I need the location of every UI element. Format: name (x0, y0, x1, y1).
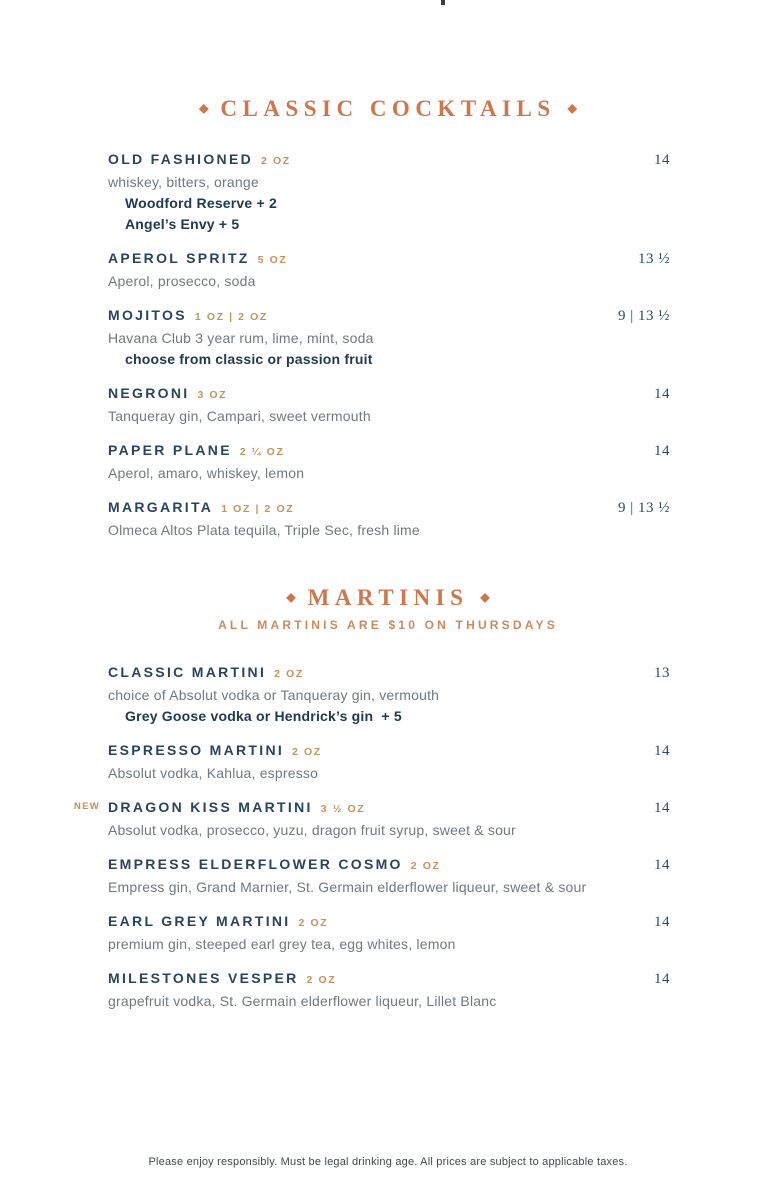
item-oz: 1 OZ | 2 OZ (221, 503, 295, 515)
item-oz: 2 OZ (274, 668, 304, 680)
item-name: ESPRESSO MARTINI (108, 742, 285, 758)
item-head (108, 740, 670, 763)
item-oz: 2 OZ (292, 746, 322, 758)
menu-item-milestones-vesper (108, 968, 670, 1012)
item-price: 14 (654, 800, 670, 816)
menu-item-mojitos (108, 305, 670, 370)
item-oz: 2 OZ (298, 917, 329, 929)
item-description: Empress gin, Grand Marnier, St. Germain elderflower liqueur, sweet & sour (108, 879, 587, 895)
item-choice-note: choose from classic or passion fruit (125, 351, 373, 367)
item-name: APEROL SPRITZ (108, 250, 250, 266)
item-price: 13 (654, 665, 670, 681)
item-title (108, 383, 227, 406)
section-title-classic-cocktails (0, 0, 776, 122)
item-description: choice of Absolut vodka or Tanqueray gin, vermouth (108, 687, 440, 703)
item-oz: 1 OZ | 2 OZ (194, 311, 268, 323)
item-title (108, 248, 287, 271)
item-head (108, 305, 670, 328)
menu-item-paper-plane (108, 440, 670, 484)
item-oz: 5 OZ (257, 254, 288, 266)
item-price: 9 | 13 ½ (617, 308, 670, 324)
item-name: EARL GREY MARTINI (108, 913, 291, 929)
item-oz: 2 OZ (306, 974, 337, 986)
item-description: whiskey, bitters, orange (108, 174, 259, 190)
item-price: 14 (654, 743, 670, 759)
item-title (108, 854, 440, 877)
item-name: MOJITOS (108, 307, 187, 323)
item-price: 14 (654, 971, 670, 987)
item-upgrade-option: Woodford Reserve + 2 (125, 195, 277, 211)
diamond-icon: ◆ (480, 590, 490, 604)
item-oz: 2 OZ (410, 860, 441, 872)
menu-item-margarita (108, 497, 670, 541)
item-name: OLD FASHIONED (108, 151, 254, 167)
item-name: EMPRESS ELDERFLOWER COSMO (108, 856, 403, 872)
item-title (108, 305, 268, 328)
item-description: premium gin, steeped earl grey tea, egg whites, lemon (108, 936, 456, 952)
diamond-icon: ◆ (199, 101, 209, 115)
martinis-list (74, 662, 670, 1012)
item-head (108, 968, 670, 991)
item-name: MARGARITA (108, 499, 214, 515)
item-upgrade-option: Grey Goose vodka or Hendrick’s gin + 5 (125, 708, 402, 724)
item-oz: 3 OZ (197, 389, 228, 401)
menu-item-espresso-martini (108, 740, 670, 784)
item-title (108, 149, 291, 172)
item-head (108, 383, 670, 406)
item-description: Absolut vodka, Kahlua, espresso (108, 765, 319, 781)
menu-item-dragon-kiss-martini (74, 797, 670, 841)
item-head (108, 797, 670, 820)
diamond-icon: ◆ (286, 590, 296, 604)
diamond-icon: ◆ (567, 101, 577, 115)
item-price: 14 (654, 443, 670, 459)
item-price: 9 | 13 ½ (617, 500, 670, 516)
item-price: 14 (654, 914, 670, 930)
item-oz: 2 ¼ OZ (239, 446, 285, 458)
section-title-martinis (0, 585, 776, 611)
item-title (108, 662, 304, 685)
item-name: PAPER PLANE (108, 442, 232, 458)
legal-disclaimer: Please enjoy responsibly. Must be legal drinking age. All prices are subject to applicable taxes. (148, 1156, 628, 1168)
item-title (108, 497, 294, 520)
menu-item-earl-grey-martini (108, 911, 670, 955)
item-name: NEGRONI (108, 385, 190, 401)
item-name: CLASSIC MARTINI (108, 664, 267, 680)
item-head (108, 854, 670, 877)
item-head (108, 662, 670, 685)
item-price: 14 (654, 857, 670, 873)
martinis-promo-subtitle: ALL MARTINIS ARE $10 ON THURSDAYS (218, 618, 558, 632)
item-name: DRAGON KISS MARTINI (108, 799, 313, 815)
item-head (108, 248, 670, 271)
item-title (108, 440, 284, 463)
item-price: 14 (654, 386, 670, 402)
item-description: Absolut vodka, prosecco, yuzu, dragon fruit syrup, sweet & sour (108, 822, 516, 838)
item-upgrade-option: Angel’s Envy + 5 (125, 216, 240, 232)
page-top-mark (441, 0, 445, 5)
item-price: 13 ½ (638, 251, 670, 267)
item-head (108, 149, 670, 172)
new-item-badge: NEW (74, 801, 101, 812)
item-title (108, 968, 336, 991)
item-name: MILESTONES VESPER (108, 970, 299, 986)
item-head (108, 497, 670, 520)
item-title (108, 797, 365, 820)
item-description: Aperol, prosecco, soda (108, 273, 256, 289)
item-description: Tanqueray gin, Campari, sweet vermouth (108, 408, 371, 424)
item-description: Olmeca Altos Plata tequila, Triple Sec, fresh lime (108, 522, 420, 538)
menu-item-negroni (108, 383, 670, 427)
item-oz: 3 ½ OZ (320, 803, 366, 815)
item-oz: 2 OZ (261, 155, 291, 167)
item-head (108, 911, 670, 934)
menu-item-aperol-spritz (108, 248, 670, 292)
item-price: 14 (654, 152, 670, 168)
item-head (108, 440, 670, 463)
menu-item-old-fashioned (108, 149, 670, 235)
item-title (108, 740, 322, 763)
menu-item-classic-martini (108, 662, 670, 727)
section-title-text: MARTINIS (307, 585, 469, 610)
menu-item-empress-elderflower-cosmo (108, 854, 670, 898)
item-description: Aperol, amaro, whiskey, lemon (108, 465, 305, 481)
classic-cocktails-list (108, 149, 670, 541)
section-title-text: CLASSIC COCKTAILS (220, 96, 556, 121)
item-title (108, 911, 328, 934)
item-description: Havana Club 3 year rum, lime, mint, soda (108, 330, 374, 346)
item-description: grapefruit vodka, St. Germain elderflower liqueur, Lillet Blanc (108, 993, 497, 1009)
